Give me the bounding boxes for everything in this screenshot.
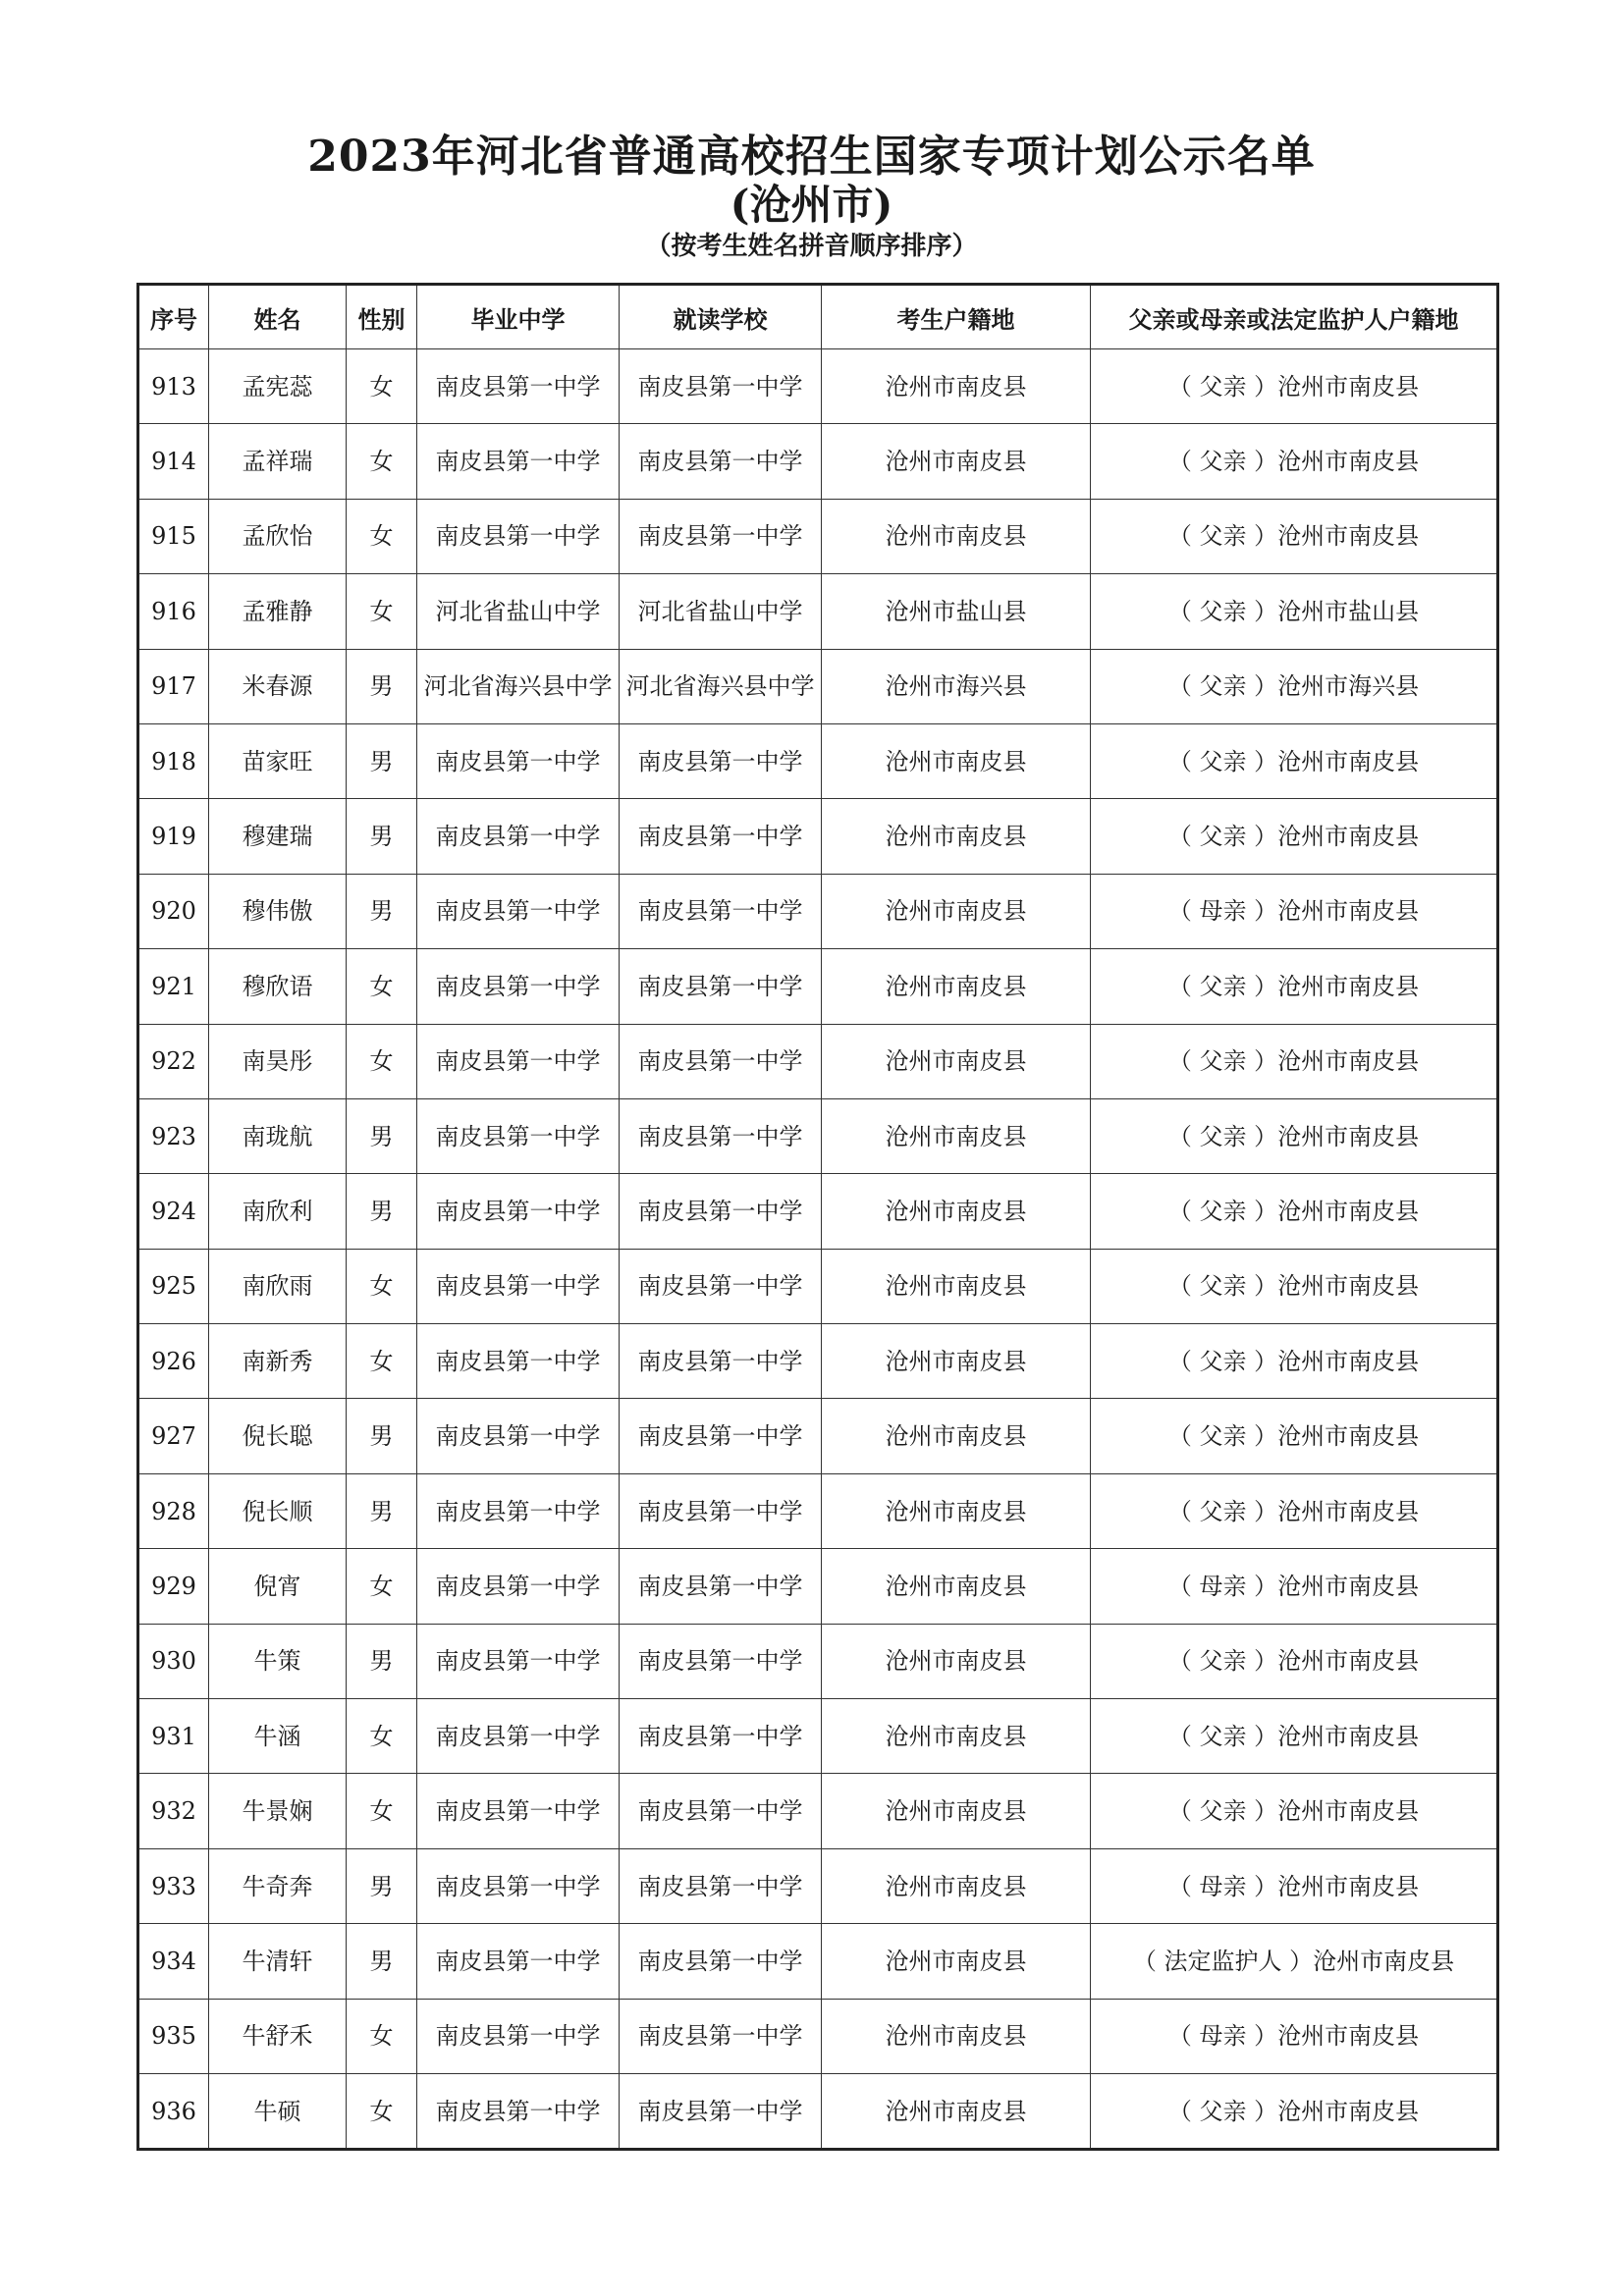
city-subtitle: (沧州市) — [730, 181, 893, 229]
cell-student-domicile: 沧州市南皮县 — [822, 874, 1091, 948]
cell-student-domicile: 沧州市南皮县 — [822, 1098, 1091, 1173]
cell-index: 927 — [138, 1399, 209, 1473]
table-row — [138, 1473, 1498, 1548]
cell-current-school: 南皮县第一中学 — [620, 1249, 822, 1323]
cell-index: 929 — [138, 1549, 209, 1624]
cell-name: 倪长聪 — [209, 1399, 347, 1473]
cell-current-school: 南皮县第一中学 — [620, 1999, 822, 2073]
cell-student-domicile: 沧州市南皮县 — [822, 1324, 1091, 1399]
cell-name: 南欣利 — [209, 1174, 347, 1249]
cell-index: 917 — [138, 649, 209, 723]
table-row — [138, 799, 1498, 874]
cell-gender: 女 — [347, 1699, 417, 1774]
cell-index: 930 — [138, 1624, 209, 1698]
cell-current-school: 南皮县第一中学 — [620, 1549, 822, 1624]
cell-current-school: 南皮县第一中学 — [620, 1924, 822, 1999]
cell-gender: 男 — [347, 1399, 417, 1473]
cell-guardian-domicile: （ 父亲 ）沧州市南皮县 — [1091, 1324, 1498, 1399]
table-row — [138, 1774, 1498, 1848]
cell-guardian-domicile: （ 法定监护人 ）沧州市南皮县 — [1091, 1924, 1498, 1999]
table-row — [138, 1174, 1498, 1249]
cell-name: 牛清轩 — [209, 1924, 347, 1999]
table-row — [138, 1324, 1498, 1399]
cell-guardian-domicile: （ 父亲 ）沧州市南皮县 — [1091, 1699, 1498, 1774]
cell-gender: 男 — [347, 1174, 417, 1249]
cell-current-school: 南皮县第一中学 — [620, 1024, 822, 1098]
cell-name: 穆建瑞 — [209, 799, 347, 874]
table-row — [138, 1699, 1498, 1774]
cell-graduation-school: 南皮县第一中学 — [417, 1699, 620, 1774]
cell-graduation-school: 南皮县第一中学 — [417, 1848, 620, 1923]
cell-current-school: 南皮县第一中学 — [620, 1848, 822, 1923]
cell-guardian-domicile: （ 父亲 ）沧州市南皮县 — [1091, 1249, 1498, 1323]
cell-graduation-school: 南皮县第一中学 — [417, 799, 620, 874]
student-roster-table — [136, 283, 1499, 2151]
cell-current-school: 南皮县第一中学 — [620, 1098, 822, 1173]
cell-current-school: 南皮县第一中学 — [620, 1473, 822, 1548]
cell-name: 牛奇奔 — [209, 1848, 347, 1923]
cell-name: 苗家旺 — [209, 723, 347, 798]
cell-index: 920 — [138, 874, 209, 948]
cell-current-school: 南皮县第一中学 — [620, 874, 822, 948]
cell-gender: 男 — [347, 723, 417, 798]
cell-current-school: 南皮县第一中学 — [620, 799, 822, 874]
cell-guardian-domicile: （ 父亲 ）沧州市南皮县 — [1091, 499, 1498, 573]
cell-name: 米春源 — [209, 649, 347, 723]
cell-name: 牛硕 — [209, 2073, 347, 2149]
cell-gender: 男 — [347, 1924, 417, 1999]
cell-index: 932 — [138, 1774, 209, 1848]
cell-student-domicile: 沧州市南皮县 — [822, 1249, 1091, 1323]
cell-gender: 女 — [347, 1024, 417, 1098]
table-row — [138, 1999, 1498, 2073]
cell-student-domicile: 沧州市南皮县 — [822, 949, 1091, 1024]
cell-graduation-school: 南皮县第一中学 — [417, 1174, 620, 1249]
table-row — [138, 1624, 1498, 1698]
cell-guardian-domicile: （ 父亲 ）沧州市南皮县 — [1091, 2073, 1498, 2149]
table-row — [138, 1848, 1498, 1923]
cell-student-domicile: 沧州市南皮县 — [822, 349, 1091, 424]
cell-student-domicile: 沧州市南皮县 — [822, 1399, 1091, 1473]
cell-name: 孟欣怡 — [209, 499, 347, 573]
cell-name: 牛涵 — [209, 1699, 347, 1774]
cell-guardian-domicile: （ 父亲 ）沧州市南皮县 — [1091, 424, 1498, 499]
table-body — [138, 349, 1498, 2150]
cell-name: 南昊彤 — [209, 1024, 347, 1098]
cell-student-domicile: 沧州市南皮县 — [822, 1549, 1091, 1624]
cell-gender: 女 — [347, 949, 417, 1024]
cell-index: 915 — [138, 499, 209, 573]
cell-name: 倪长顺 — [209, 1473, 347, 1548]
cell-name: 穆欣语 — [209, 949, 347, 1024]
table-row — [138, 1549, 1498, 1624]
cell-current-school: 河北省海兴县中学 — [620, 649, 822, 723]
cell-current-school: 南皮县第一中学 — [620, 949, 822, 1024]
table-row — [138, 574, 1498, 649]
table-row — [138, 874, 1498, 948]
cell-student-domicile: 沧州市南皮县 — [822, 1473, 1091, 1548]
cell-student-domicile: 沧州市南皮县 — [822, 1024, 1091, 1098]
cell-gender: 女 — [347, 349, 417, 424]
cell-graduation-school: 南皮县第一中学 — [417, 1098, 620, 1173]
cell-guardian-domicile: （ 父亲 ）沧州市南皮县 — [1091, 1098, 1498, 1173]
cell-index: 919 — [138, 799, 209, 874]
table-row — [138, 949, 1498, 1024]
cell-guardian-domicile: （ 父亲 ）沧州市盐山县 — [1091, 574, 1498, 649]
cell-name: 南欣雨 — [209, 1249, 347, 1323]
cell-guardian-domicile: （ 父亲 ）沧州市南皮县 — [1091, 723, 1498, 798]
cell-student-domicile: 沧州市南皮县 — [822, 799, 1091, 874]
cell-gender: 女 — [347, 1549, 417, 1624]
cell-current-school: 河北省盐山中学 — [620, 574, 822, 649]
table-row — [138, 1924, 1498, 1999]
cell-index: 925 — [138, 1249, 209, 1323]
cell-guardian-domicile: （ 父亲 ）沧州市南皮县 — [1091, 799, 1498, 874]
cell-student-domicile: 沧州市南皮县 — [822, 424, 1091, 499]
cell-current-school: 南皮县第一中学 — [620, 349, 822, 424]
cell-gender: 女 — [347, 574, 417, 649]
cell-graduation-school: 南皮县第一中学 — [417, 1774, 620, 1848]
table-row — [138, 1098, 1498, 1173]
cell-name: 牛策 — [209, 1624, 347, 1698]
cell-graduation-school: 南皮县第一中学 — [417, 1999, 620, 2073]
cell-graduation-school: 南皮县第一中学 — [417, 1249, 620, 1323]
cell-gender: 女 — [347, 424, 417, 499]
cell-graduation-school: 南皮县第一中学 — [417, 2073, 620, 2149]
cell-name: 牛舒禾 — [209, 1999, 347, 2073]
cell-name: 南珑航 — [209, 1098, 347, 1173]
cell-index: 934 — [138, 1924, 209, 1999]
cell-gender: 女 — [347, 499, 417, 573]
cell-gender: 女 — [347, 1249, 417, 1323]
table-row — [138, 349, 1498, 424]
cell-index: 918 — [138, 723, 209, 798]
cell-current-school: 南皮县第一中学 — [620, 1324, 822, 1399]
table-row — [138, 1024, 1498, 1098]
cell-current-school: 南皮县第一中学 — [620, 723, 822, 798]
table-row — [138, 1399, 1498, 1473]
table-row — [138, 499, 1498, 573]
cell-gender: 女 — [347, 1324, 417, 1399]
cell-graduation-school: 南皮县第一中学 — [417, 1924, 620, 1999]
cell-student-domicile: 沧州市南皮县 — [822, 2073, 1091, 2149]
cell-name: 孟雅静 — [209, 574, 347, 649]
cell-name: 牛景娴 — [209, 1774, 347, 1848]
cell-gender: 女 — [347, 1774, 417, 1848]
cell-guardian-domicile: （ 父亲 ）沧州市南皮县 — [1091, 1774, 1498, 1848]
cell-index: 936 — [138, 2073, 209, 2149]
cell-gender: 男 — [347, 1624, 417, 1698]
header-guardian-domicile: 父亲或母亲或法定监护人户籍地 — [1091, 285, 1498, 349]
cell-student-domicile: 沧州市南皮县 — [822, 1848, 1091, 1923]
cell-name: 孟宪蕊 — [209, 349, 347, 424]
cell-student-domicile: 沧州市南皮县 — [822, 499, 1091, 573]
cell-name: 孟祥瑞 — [209, 424, 347, 499]
cell-student-domicile: 沧州市南皮县 — [822, 1774, 1091, 1848]
cell-current-school: 南皮县第一中学 — [620, 1624, 822, 1698]
cell-graduation-school: 南皮县第一中学 — [417, 1624, 620, 1698]
cell-index: 931 — [138, 1699, 209, 1774]
cell-student-domicile: 沧州市南皮县 — [822, 723, 1091, 798]
header-graduation-school: 毕业中学 — [417, 285, 620, 349]
cell-current-school: 南皮县第一中学 — [620, 1699, 822, 1774]
cell-gender: 女 — [347, 1999, 417, 2073]
header-current-school: 就读学校 — [620, 285, 822, 349]
cell-index: 933 — [138, 1848, 209, 1923]
cell-gender: 男 — [347, 1848, 417, 1923]
cell-student-domicile: 沧州市南皮县 — [822, 1924, 1091, 1999]
cell-guardian-domicile: （ 母亲 ）沧州市南皮县 — [1091, 1848, 1498, 1923]
cell-student-domicile: 沧州市海兴县 — [822, 649, 1091, 723]
cell-name: 倪宵 — [209, 1549, 347, 1624]
cell-gender: 女 — [347, 2073, 417, 2149]
cell-student-domicile: 沧州市南皮县 — [822, 1699, 1091, 1774]
cell-index: 913 — [138, 349, 209, 424]
cell-graduation-school: 南皮县第一中学 — [417, 949, 620, 1024]
cell-student-domicile: 沧州市南皮县 — [822, 1624, 1091, 1698]
cell-guardian-domicile: （ 父亲 ）沧州市南皮县 — [1091, 1624, 1498, 1698]
cell-student-domicile: 沧州市南皮县 — [822, 1999, 1091, 2073]
cell-graduation-school: 河北省海兴县中学 — [417, 649, 620, 723]
header-index: 序号 — [138, 285, 209, 349]
cell-index: 928 — [138, 1473, 209, 1548]
table-row — [138, 723, 1498, 798]
cell-guardian-domicile: （ 母亲 ）沧州市南皮县 — [1091, 1999, 1498, 2073]
table-header-row — [138, 285, 1498, 349]
cell-current-school: 南皮县第一中学 — [620, 1774, 822, 1848]
cell-gender: 男 — [347, 1473, 417, 1548]
cell-gender: 男 — [347, 1098, 417, 1173]
cell-current-school: 南皮县第一中学 — [620, 1174, 822, 1249]
cell-index: 924 — [138, 1174, 209, 1249]
cell-index: 935 — [138, 1999, 209, 2073]
cell-graduation-school: 南皮县第一中学 — [417, 1473, 620, 1548]
cell-student-domicile: 沧州市南皮县 — [822, 1174, 1091, 1249]
cell-graduation-school: 南皮县第一中学 — [417, 1024, 620, 1098]
cell-current-school: 南皮县第一中学 — [620, 424, 822, 499]
cell-name: 穆伟傲 — [209, 874, 347, 948]
cell-guardian-domicile: （ 父亲 ）沧州市南皮县 — [1091, 949, 1498, 1024]
cell-student-domicile: 沧州市盐山县 — [822, 574, 1091, 649]
header-gender: 性别 — [347, 285, 417, 349]
table-row — [138, 424, 1498, 499]
table-row — [138, 2073, 1498, 2149]
sort-order-note: （按考生姓名拼音顺序排序） — [645, 232, 978, 261]
cell-guardian-domicile: （ 母亲 ）沧州市南皮县 — [1091, 874, 1498, 948]
cell-gender: 男 — [347, 874, 417, 948]
cell-index: 926 — [138, 1324, 209, 1399]
cell-guardian-domicile: （ 父亲 ）沧州市海兴县 — [1091, 649, 1498, 723]
cell-current-school: 南皮县第一中学 — [620, 1399, 822, 1473]
header-student-domicile: 考生户籍地 — [822, 285, 1091, 349]
cell-guardian-domicile: （ 父亲 ）沧州市南皮县 — [1091, 1024, 1498, 1098]
cell-name: 南新秀 — [209, 1324, 347, 1399]
header-name: 姓名 — [209, 285, 347, 349]
cell-index: 921 — [138, 949, 209, 1024]
cell-guardian-domicile: （ 父亲 ）沧州市南皮县 — [1091, 1473, 1498, 1548]
document-title: 2023年河北省普通高校招生国家专项计划公示名单 — [307, 132, 1316, 182]
cell-graduation-school: 南皮县第一中学 — [417, 874, 620, 948]
cell-graduation-school: 南皮县第一中学 — [417, 1549, 620, 1624]
cell-graduation-school: 南皮县第一中学 — [417, 424, 620, 499]
cell-index: 923 — [138, 1098, 209, 1173]
cell-current-school: 南皮县第一中学 — [620, 2073, 822, 2149]
cell-graduation-school: 南皮县第一中学 — [417, 349, 620, 424]
cell-gender: 男 — [347, 799, 417, 874]
cell-index: 916 — [138, 574, 209, 649]
cell-index: 922 — [138, 1024, 209, 1098]
cell-graduation-school: 南皮县第一中学 — [417, 499, 620, 573]
cell-graduation-school: 南皮县第一中学 — [417, 723, 620, 798]
cell-graduation-school: 南皮县第一中学 — [417, 1399, 620, 1473]
cell-guardian-domicile: （ 母亲 ）沧州市南皮县 — [1091, 1549, 1498, 1624]
cell-guardian-domicile: （ 父亲 ）沧州市南皮县 — [1091, 349, 1498, 424]
cell-current-school: 南皮县第一中学 — [620, 499, 822, 573]
cell-index: 914 — [138, 424, 209, 499]
cell-graduation-school: 南皮县第一中学 — [417, 1324, 620, 1399]
cell-graduation-school: 河北省盐山中学 — [417, 574, 620, 649]
cell-guardian-domicile: （ 父亲 ）沧州市南皮县 — [1091, 1399, 1498, 1473]
cell-guardian-domicile: （ 父亲 ）沧州市南皮县 — [1091, 1174, 1498, 1249]
table-row — [138, 649, 1498, 723]
cell-gender: 男 — [347, 649, 417, 723]
table-row — [138, 1249, 1498, 1323]
